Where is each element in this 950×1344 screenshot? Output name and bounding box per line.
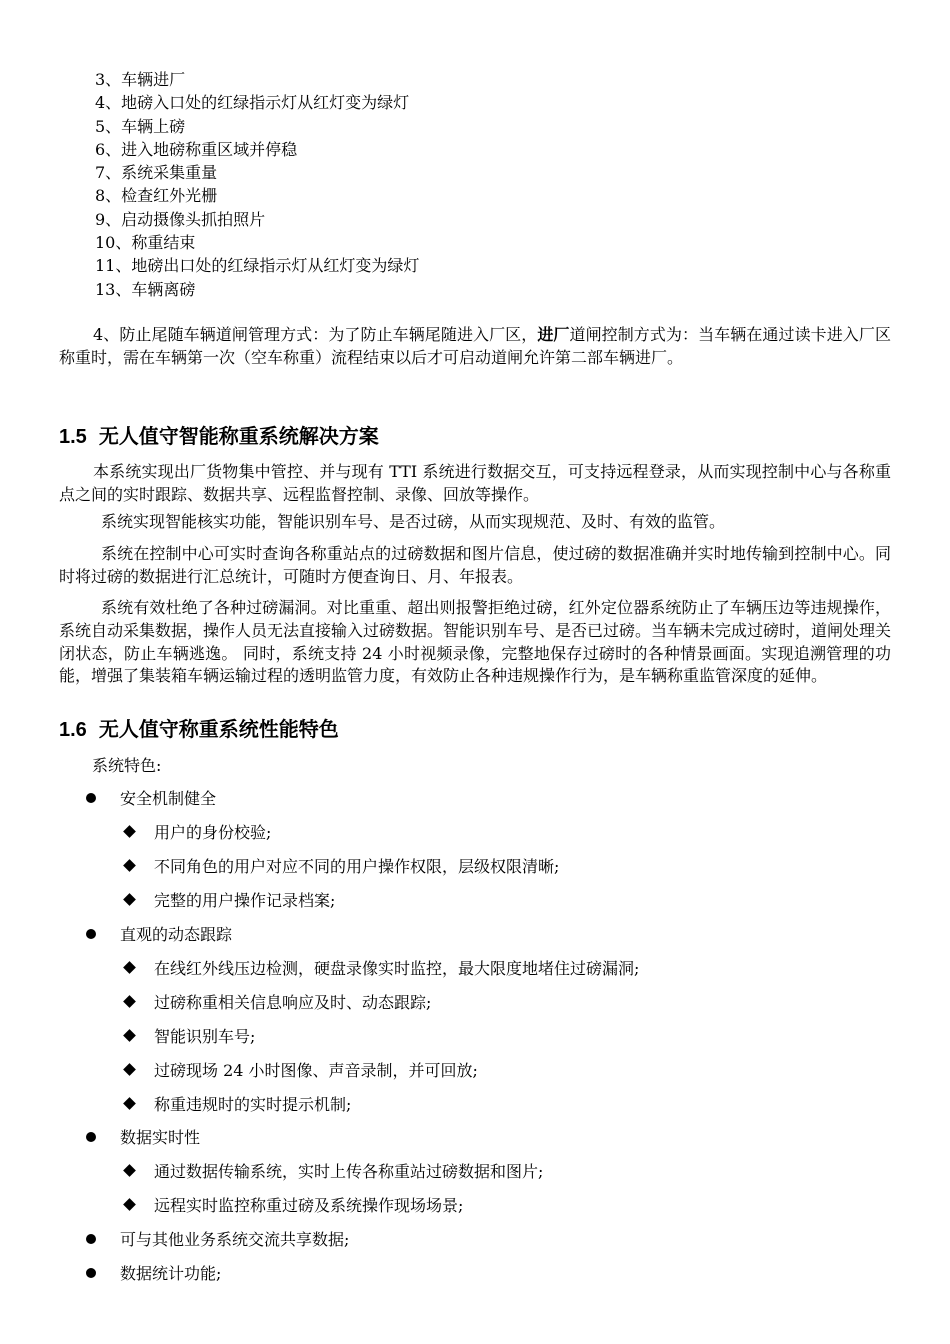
features-intro: 系统特色:	[92, 756, 162, 775]
feature-label: 安全机制健全	[120, 789, 217, 808]
bullet-dot-icon	[86, 1234, 96, 1244]
section-title: 无人值守智能称重系统解决方案	[98, 426, 379, 448]
sub-item-text: 用户的身份校验;	[154, 823, 272, 842]
feature-sub-item	[122, 958, 639, 980]
bullet-dot-icon	[86, 793, 96, 803]
feature-label: 数据实时性	[120, 1128, 201, 1147]
anti-tailgate-text-start: 4、防止尾随车辆道闸管理方式：为了防止车辆尾随进入厂区，	[93, 325, 538, 344]
feature-bullet	[86, 1229, 349, 1251]
list-item: 7、系统采集重量	[95, 163, 218, 183]
body-paragraph: 系统实现智能核实功能，智能识别车号、是否过磅，从而实现规范、及时、有效的监管。	[101, 512, 726, 531]
feature-label: 数据统计功能;	[120, 1264, 222, 1283]
bullet-dot-icon	[86, 1268, 96, 1278]
feature-label: 可与其他业务系统交流共享数据;	[120, 1230, 350, 1249]
diamond-bullet-icon	[123, 1198, 136, 1211]
feature-sub-item	[122, 856, 559, 878]
list-item: 11、地磅出口处的红绿指示灯从红灯变为绿灯	[95, 256, 420, 276]
feature-bullet	[86, 1263, 221, 1285]
body-paragraph: 系统有效杜绝了各种过磅漏洞。对比重重、超出则报警拒绝过磅，红外定位器系统防止了车辆压边等违规操作，系统自动采集数据，操作人员无法直接输入过磅数据。智能识别车号、是否已过磅。当车辆未完成过磅时，道闸处理关闭状态，防止车辆逃逸。 同时，系统支持 24 小时视频录像，完整地保存过磅时的各种情景画面。实现追溯管理的功能，增强了集装箱车辆运输过程的透明监管力度，有效防止各种违规操作行为，是车辆称重监管深度的延伸。	[59, 598, 892, 686]
sub-item-text: 不同角色的用户对应不同的用户操作权限，层级权限清晰;	[154, 857, 560, 876]
feature-sub-item	[122, 1026, 255, 1048]
anti-tailgate-paragraph	[59, 324, 891, 370]
anti-tailgate-bold-text: 进厂	[537, 325, 570, 344]
list-item: 9、启动摄像头抓拍照片	[95, 209, 266, 229]
list-item: 10、称重结束	[95, 233, 196, 253]
sub-item-text: 完整的用户操作记录档案;	[154, 891, 336, 910]
weighing-steps-list	[95, 68, 875, 301]
bullet-dot-icon	[86, 1132, 96, 1142]
list-item: 4、地磅入口处的红绿指示灯从红灯变为绿灯	[95, 93, 410, 113]
feature-sub-item	[122, 1161, 543, 1183]
diamond-bullet-icon	[123, 1063, 136, 1076]
section-title: 无人值守称重系统性能特色	[98, 719, 339, 741]
sub-item-text: 智能识别车号;	[154, 1027, 256, 1046]
feature-sub-item	[122, 890, 335, 912]
anti-tailgate-text-end: 道闸控制方式为：当车辆在通过读卡进入厂区称重时，需在车辆第一次（空车称重）流程结束以后才可启动道闸允许第二部车辆进厂。	[59, 325, 891, 367]
diamond-bullet-icon	[123, 961, 136, 974]
body-paragraph: 本系统实现出厂货物集中管控、并与现有 TTI 系统进行数据交互，可支持远程登录，从而实现控制中心与各称重点之间的实时跟踪、数据共享、远程监督控制、录像、回放等操作。	[59, 462, 891, 504]
body-paragraph: 系统在控制中心可实时查询各称重站点的过磅数据和图片信息，使过磅的数据准确并实时地传输到控制中心。同时将过磅的数据进行汇总统计，可随时方便查询日、月、年报表。	[59, 544, 891, 586]
sub-item-text: 在线红外线压边检测，硬盘录像实时监控，最大限度地堵住过磅漏洞;	[154, 959, 640, 978]
list-item: 3、车辆进厂	[95, 70, 186, 89]
bullet-dot-icon	[86, 929, 96, 939]
diamond-bullet-icon	[123, 1029, 136, 1042]
sub-item-text: 过磅现场 24 小时图像、声音录制，并可回放;	[154, 1061, 478, 1080]
list-item: 8、检查红外光栅	[95, 186, 218, 206]
list-item: 13、车辆离磅	[95, 279, 196, 299]
feature-bullet	[86, 924, 232, 946]
section-number: 1.5	[59, 426, 87, 448]
diamond-bullet-icon	[123, 1164, 136, 1177]
section-number: 1.6	[59, 719, 87, 741]
sub-item-text: 称重违规时的实时提示机制;	[154, 1095, 352, 1114]
feature-bullet	[86, 788, 216, 810]
section-1-6-heading	[59, 717, 339, 743]
feature-sub-item	[122, 1094, 351, 1116]
feature-sub-item	[122, 1060, 478, 1082]
diamond-bullet-icon	[123, 825, 136, 838]
feature-sub-item	[122, 1195, 463, 1217]
section-1-5-heading	[59, 424, 379, 450]
feature-sub-item	[122, 992, 431, 1014]
feature-bullet	[86, 1127, 200, 1149]
feature-sub-item	[122, 822, 271, 844]
feature-label: 直观的动态跟踪	[120, 925, 233, 944]
list-item: 6、进入地磅称重区域并停稳	[95, 139, 298, 159]
sub-item-text: 通过数据传输系统，实时上传各称重站过磅数据和图片;	[154, 1162, 544, 1181]
diamond-bullet-icon	[123, 859, 136, 872]
sub-item-text: 远程实时监控称重过磅及系统操作现场场景;	[154, 1196, 464, 1215]
diamond-bullet-icon	[123, 893, 136, 906]
diamond-bullet-icon	[123, 995, 136, 1008]
list-item: 5、车辆上磅	[95, 116, 186, 136]
diamond-bullet-icon	[123, 1097, 136, 1110]
sub-item-text: 过磅称重相关信息响应及时、动态跟踪;	[154, 993, 432, 1012]
